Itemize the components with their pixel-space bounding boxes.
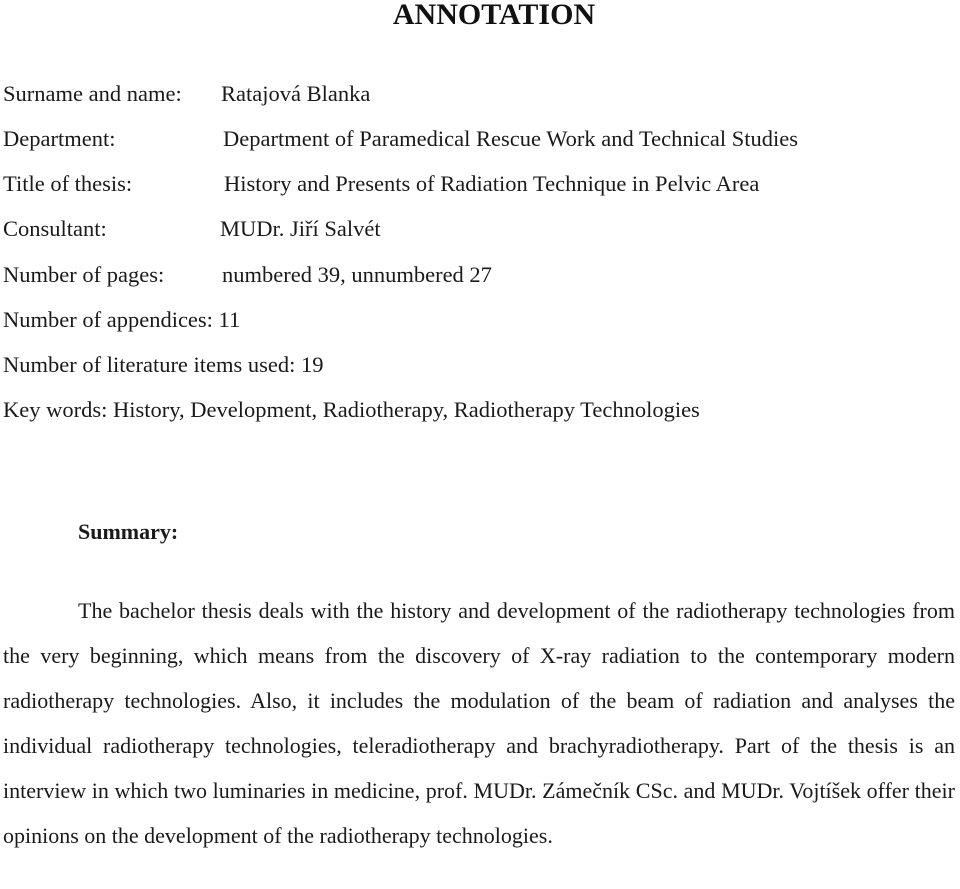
keywords-row: [3, 396, 700, 424]
consultant-row: [3, 215, 381, 243]
pages-label: Number of pages:: [3, 262, 165, 287]
department-value: Department of Paramedical Rescue Work and Technical Studies: [223, 126, 798, 151]
consultant-value: MUDr. Jiří Salvét: [220, 216, 381, 241]
thesis-title-label: Title of thesis:: [3, 171, 133, 196]
department-row: [3, 125, 798, 153]
summary-heading: Summary:: [78, 519, 179, 544]
literature-label: Number of literature items used: 19: [3, 352, 324, 377]
surname-value: Ratajová Blanka: [221, 81, 371, 106]
appendices-label: Number of appendices: 11: [3, 307, 241, 332]
department-label: Department:: [3, 126, 116, 151]
consultant-label: Consultant:: [3, 216, 107, 241]
literature-row: [3, 351, 324, 379]
thesis-title-value: History and Presents of Radiation Technique in Pelvic Area: [224, 171, 760, 196]
appendices-row: [3, 306, 240, 334]
thesis-title-row: [3, 170, 760, 198]
pages-value: numbered 39, unnumbered 27: [222, 262, 492, 287]
surname-label: Surname and name:: [3, 81, 182, 106]
page-title: ANNOTATION: [392, 0, 596, 31]
surname-row: [3, 80, 371, 108]
keywords-label: Key words: History, Development, Radiotherapy, Radiotherapy Technologies: [3, 397, 700, 422]
pages-row: [3, 261, 492, 289]
summary-paragraph: The bachelor thesis deals with the history and development of the radiotherapy technologies from the very beginning, which means from the discovery of X-ray radiation to the contemporary modern radiotherapy technologies. Also, it includes the modulation of the beam of radiation and analyses the individual radiotherapy technologies, teleradiotherapy and brachyradiotherapy. Part of the thesis is an interview in which two luminaries in medicine, prof. MUDr. Zámečník CSc. and MUDr. Vojtíšek offer their opinions on the development of the radiotherapy technologies.: [3, 598, 955, 848]
